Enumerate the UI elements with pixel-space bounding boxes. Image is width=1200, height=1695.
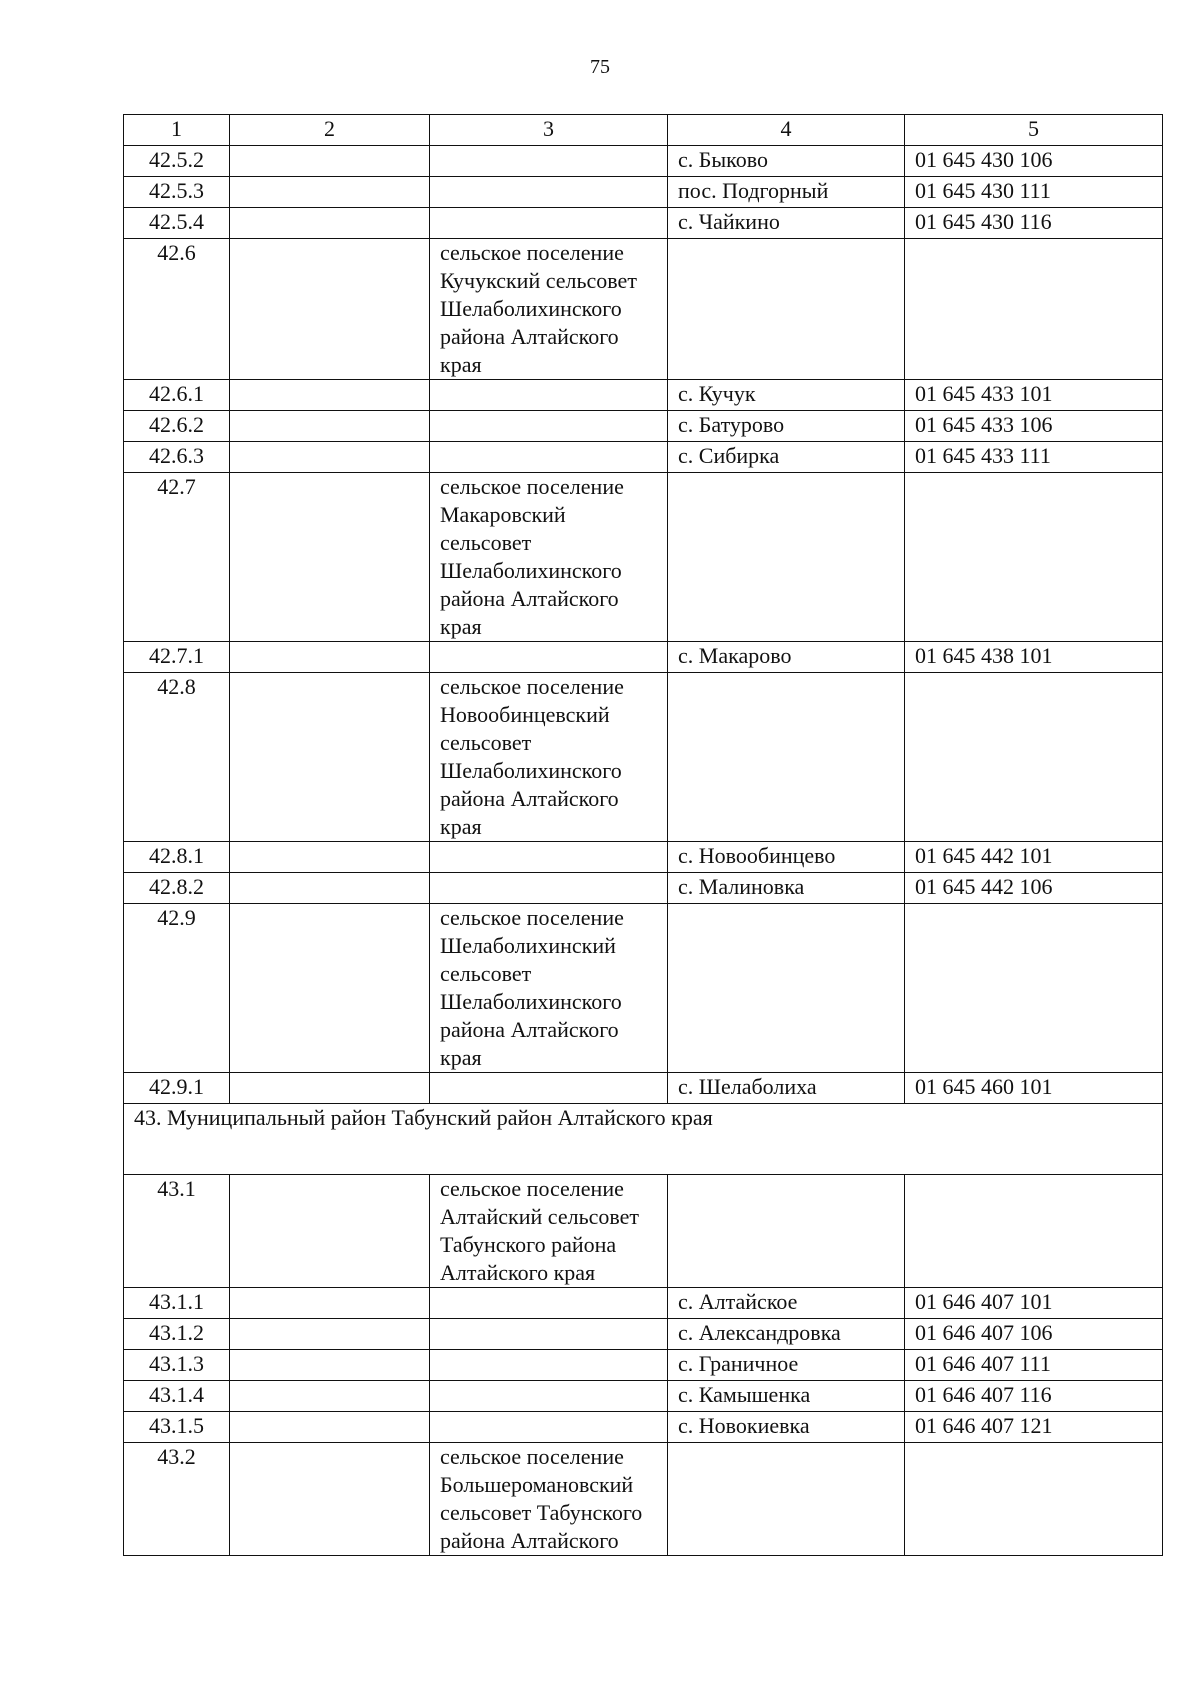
municipality-name-line: Макаровский [440, 502, 566, 527]
row-number: 43.1.3 [124, 1350, 230, 1381]
municipality-name [430, 411, 668, 442]
row-col-2 [230, 1175, 430, 1288]
table-row [124, 411, 1163, 442]
municipality-name-line: района Алтайского [440, 324, 619, 349]
settlement-name: с. Кучук [668, 380, 905, 411]
municipality-name [430, 642, 668, 673]
municipality-name-line: Кучукский сельсовет [440, 268, 637, 293]
municipality-name [430, 1288, 668, 1319]
oktmo-code: 01 646 407 121 [905, 1412, 1163, 1443]
municipality-name-line: Новообинцевский [440, 702, 610, 727]
row-number: 43.1.2 [124, 1319, 230, 1350]
table-row [124, 904, 1163, 1073]
table-row [124, 1443, 1163, 1556]
settlement-name: с. Быково [668, 146, 905, 177]
oktmo-code: 01 645 460 101 [905, 1073, 1163, 1104]
table-row [124, 842, 1163, 873]
table-row [124, 1412, 1163, 1443]
settlement-name: пос. Подгорный [668, 177, 905, 208]
municipality-name [430, 842, 668, 873]
settlement-name: с. Батурово [668, 411, 905, 442]
municipality-name [430, 1175, 668, 1288]
municipality-name-line: края [440, 352, 482, 377]
municipality-name-line: Шелаболихинского [440, 558, 622, 583]
municipality-name [430, 208, 668, 239]
oktmo-code [905, 473, 1163, 642]
row-col-2 [230, 904, 430, 1073]
municipality-name [430, 1412, 668, 1443]
table-row [124, 380, 1163, 411]
oktmo-code: 01 645 433 111 [905, 442, 1163, 473]
settlement-name [668, 1175, 905, 1288]
header-col-2: 2 [230, 115, 430, 146]
settlements-table [123, 114, 1163, 1556]
header-col-1: 1 [124, 115, 230, 146]
row-number: 42.5.3 [124, 177, 230, 208]
municipality-name [430, 1073, 668, 1104]
row-col-2 [230, 208, 430, 239]
table-row [124, 873, 1163, 904]
row-number: 42.6 [124, 239, 230, 380]
row-col-2 [230, 673, 430, 842]
row-number: 42.7.1 [124, 642, 230, 673]
row-number: 42.7 [124, 473, 230, 642]
row-number: 43.1.5 [124, 1412, 230, 1443]
municipality-name-line: Шелаболихинского [440, 989, 622, 1014]
municipality-name [430, 873, 668, 904]
section-title: 43. Муниципальный район Табунский район Алтайского края [124, 1104, 1163, 1175]
municipality-name-line: Шелаболихинского [440, 296, 622, 321]
municipality-name-line: Табунского района [440, 1232, 617, 1257]
row-number: 42.8 [124, 673, 230, 842]
municipality-name-line: Шелаболихинского [440, 758, 622, 783]
oktmo-code: 01 646 407 106 [905, 1319, 1163, 1350]
oktmo-code: 01 645 433 101 [905, 380, 1163, 411]
municipality-name-line: сельсовет [440, 530, 532, 555]
row-col-2 [230, 473, 430, 642]
oktmo-code [905, 673, 1163, 842]
table-row [124, 1319, 1163, 1350]
oktmo-code: 01 646 407 116 [905, 1381, 1163, 1412]
municipality-name [430, 1319, 668, 1350]
row-col-2 [230, 146, 430, 177]
settlement-name: с. Алтайское [668, 1288, 905, 1319]
municipality-name-line: сельское поселение [440, 240, 624, 265]
settlement-name: с. Александровка [668, 1319, 905, 1350]
row-col-2 [230, 442, 430, 473]
row-col-2 [230, 177, 430, 208]
municipality-name [430, 904, 668, 1073]
municipality-name [430, 673, 668, 842]
oktmo-code: 01 646 407 101 [905, 1288, 1163, 1319]
municipality-name-line: сельское поселение [440, 474, 624, 499]
table-row [124, 177, 1163, 208]
settlement-name [668, 904, 905, 1073]
municipality-name-line: сельское поселение [440, 674, 624, 699]
table-row [124, 642, 1163, 673]
municipality-name-line: края [440, 1045, 482, 1070]
table-row [124, 1350, 1163, 1381]
row-col-2 [230, 873, 430, 904]
oktmo-code: 01 645 433 106 [905, 411, 1163, 442]
municipality-name-line: Алтайского края [440, 1260, 596, 1285]
oktmo-code: 01 645 442 106 [905, 873, 1163, 904]
settlement-name: с. Новообинцево [668, 842, 905, 873]
settlement-name: с. Шелаболиха [668, 1073, 905, 1104]
settlement-name [668, 473, 905, 642]
municipality-name [430, 146, 668, 177]
table-row [124, 1073, 1163, 1104]
row-col-2 [230, 1073, 430, 1104]
section-row [124, 1104, 1163, 1175]
row-col-2 [230, 1319, 430, 1350]
header-col-4: 4 [668, 115, 905, 146]
settlement-name [668, 1443, 905, 1556]
settlement-name: с. Новокиевка [668, 1412, 905, 1443]
settlement-name: с. Макарово [668, 642, 905, 673]
municipality-name [430, 239, 668, 380]
row-col-2 [230, 411, 430, 442]
table-row [124, 146, 1163, 177]
municipality-name-line: края [440, 614, 482, 639]
row-number: 42.5.2 [124, 146, 230, 177]
table-row [124, 1288, 1163, 1319]
row-number: 42.5.4 [124, 208, 230, 239]
row-number: 42.6.2 [124, 411, 230, 442]
oktmo-code [905, 239, 1163, 380]
municipality-name-line: Алтайский сельсовет [440, 1204, 639, 1229]
municipality-name-line: района Алтайского [440, 586, 619, 611]
municipality-name-line: сельское поселение [440, 1444, 624, 1469]
row-col-2 [230, 842, 430, 873]
oktmo-code: 01 645 430 111 [905, 177, 1163, 208]
row-number: 43.1.1 [124, 1288, 230, 1319]
table-row [124, 1381, 1163, 1412]
municipality-name [430, 380, 668, 411]
row-number: 42.8.1 [124, 842, 230, 873]
row-number: 42.6.1 [124, 380, 230, 411]
table-row [124, 673, 1163, 842]
row-number: 42.9 [124, 904, 230, 1073]
row-col-2 [230, 642, 430, 673]
settlement-name [668, 673, 905, 842]
municipality-name [430, 442, 668, 473]
municipality-name [430, 1381, 668, 1412]
table-row [124, 208, 1163, 239]
municipality-name-line: сельское поселение [440, 905, 624, 930]
row-col-2 [230, 1412, 430, 1443]
oktmo-code: 01 646 407 111 [905, 1350, 1163, 1381]
municipality-name-line: Шелаболихинский [440, 933, 616, 958]
table-row [124, 442, 1163, 473]
municipality-name [430, 1350, 668, 1381]
oktmo-code [905, 904, 1163, 1073]
municipality-name-line: края [440, 814, 482, 839]
row-col-2 [230, 1288, 430, 1319]
settlement-name: с. Камышенка [668, 1381, 905, 1412]
settlement-name: с. Чайкино [668, 208, 905, 239]
municipality-name-line: района Алтайского [440, 1017, 619, 1042]
municipality-name-line: Большеромановский [440, 1472, 634, 1497]
table-header-row [124, 115, 1163, 146]
municipality-name-line: сельсовет [440, 730, 532, 755]
row-number: 42.9.1 [124, 1073, 230, 1104]
settlement-name [668, 239, 905, 380]
row-col-2 [230, 380, 430, 411]
row-col-2 [230, 1381, 430, 1412]
municipality-name-line: сельское поселение [440, 1176, 624, 1201]
oktmo-code: 01 645 430 106 [905, 146, 1163, 177]
municipality-name-line: района Алтайского [440, 786, 619, 811]
row-col-2 [230, 239, 430, 380]
municipality-name-line: района Алтайского [440, 1528, 619, 1553]
municipality-name-line: сельсовет [440, 961, 532, 986]
oktmo-code: 01 645 430 116 [905, 208, 1163, 239]
header-col-3: 3 [430, 115, 668, 146]
municipality-name [430, 177, 668, 208]
row-number: 43.1.4 [124, 1381, 230, 1412]
oktmo-code: 01 645 438 101 [905, 642, 1163, 673]
oktmo-code [905, 1175, 1163, 1288]
row-col-2 [230, 1443, 430, 1556]
row-number: 42.8.2 [124, 873, 230, 904]
municipality-name [430, 1443, 668, 1556]
row-number: 42.6.3 [124, 442, 230, 473]
table-row [124, 239, 1163, 380]
settlement-name: с. Граничное [668, 1350, 905, 1381]
page-number: 75 [590, 56, 610, 78]
row-number: 43.2 [124, 1443, 230, 1556]
municipality-name [430, 473, 668, 642]
settlement-name: с. Сибирка [668, 442, 905, 473]
table-body [124, 146, 1163, 1556]
row-col-2 [230, 1350, 430, 1381]
table-row [124, 1175, 1163, 1288]
table-row [124, 473, 1163, 642]
header-col-5: 5 [905, 115, 1163, 146]
municipality-name-line: сельсовет Табунского [440, 1500, 643, 1525]
row-number: 43.1 [124, 1175, 230, 1288]
settlement-name: с. Малиновка [668, 873, 905, 904]
oktmo-code [905, 1443, 1163, 1556]
oktmo-code: 01 645 442 101 [905, 842, 1163, 873]
